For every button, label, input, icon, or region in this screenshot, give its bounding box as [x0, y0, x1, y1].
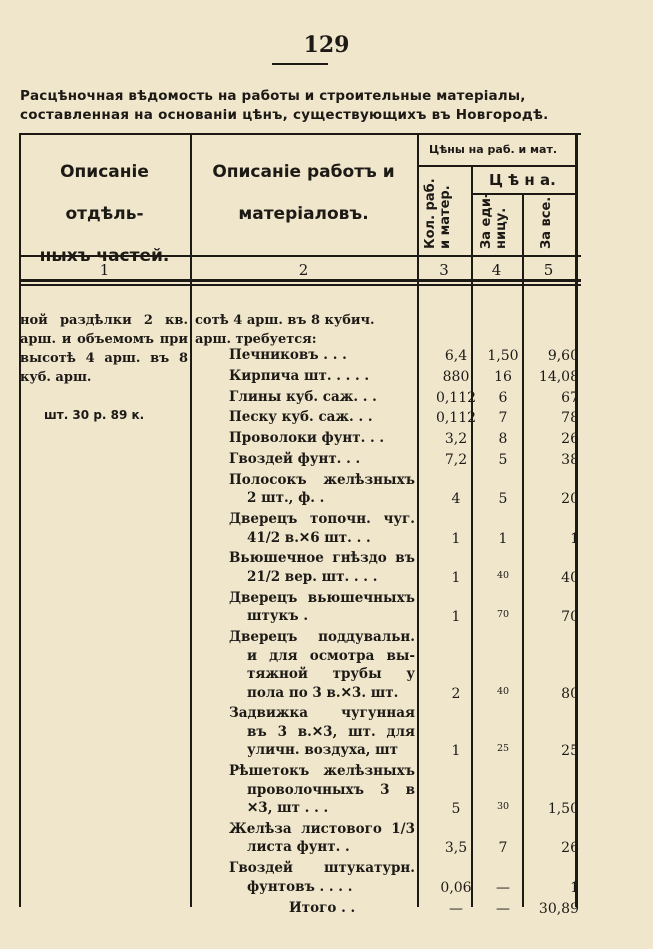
row-total-price: 40 [561, 569, 579, 586]
page-number-rule [272, 63, 328, 65]
row-description-line: уличн. воздуха, шт [247, 742, 399, 759]
total-header-line: За все. [539, 196, 554, 249]
row-description-line: въ 3 в.✕3, шт. для [247, 723, 415, 740]
row-unit-price: 30 [496, 801, 510, 813]
row-quantity: 3,5 [444, 840, 468, 857]
qty-header-line-1: Кол. раб. [423, 178, 438, 249]
row-description-line: Дверецъ топочн. чуг. [229, 511, 415, 528]
row-description [229, 859, 415, 896]
row-quantity: 880 [442, 368, 470, 385]
row-unit-price: 70 [496, 609, 510, 621]
row-quantity: 7,2 [444, 452, 468, 468]
row-description-line: проволочныхъ 3 в [247, 781, 415, 798]
row-description [229, 429, 415, 448]
row-quantity: 4 [451, 491, 461, 508]
row-quantity: 2 [451, 685, 461, 702]
row-unit-price: 1 [498, 530, 508, 547]
row-total-price: 38 [561, 452, 579, 468]
col-number-2: 2 [298, 261, 309, 279]
col1-header [19, 151, 190, 277]
row-unit-price: 25 [496, 743, 510, 755]
row-description [229, 704, 415, 760]
row-quantity: — [449, 900, 463, 917]
page-number: 129 [303, 32, 350, 58]
row-description-line: Гвоздей фунт. . . [229, 451, 361, 467]
col-number-3: 3 [439, 261, 449, 279]
row-description-line: и для осмотра вы- [247, 647, 415, 664]
caption-line-2: составленная на основаніи цѣнъ, существующихъ въ Новгородѣ. [20, 107, 549, 123]
col2-header-line-1: Описаніе работъ и [212, 162, 395, 182]
col-divider-4 [522, 193, 524, 907]
row-description-line: Кирпича шт. . . . . [229, 367, 370, 384]
row-description-line: фунтовъ . . . . [247, 878, 353, 895]
col2-header [190, 151, 417, 235]
row-total-price: 70 [561, 609, 579, 626]
price-table [19, 133, 581, 917]
row-description [229, 589, 415, 626]
row-total-price: 1 [570, 530, 579, 547]
row-quantity: 1 [451, 569, 461, 586]
col-divider-2 [417, 133, 419, 907]
col1-line-1: ной раздѣлки 2 кв. [20, 313, 188, 328]
row-total-price: 78 [561, 410, 579, 427]
row-description-line: Гвоздей штукатурн. [229, 860, 415, 877]
qty-header-line-2: и матер. [438, 185, 453, 249]
col2-header-line-2: матеріаловъ. [238, 204, 369, 224]
qty-header [423, 178, 453, 249]
col1-description [20, 311, 188, 422]
total-header [539, 197, 554, 249]
row-quantity: 0,06 [440, 879, 472, 896]
row-description [229, 820, 415, 857]
numbers-bottom-rule [19, 279, 581, 282]
row-total-price: 14,08 [538, 368, 579, 385]
row-quantity: 6,4 [444, 348, 468, 364]
row-total-price: 67 [561, 389, 579, 406]
row-quantity: 0,112 [435, 410, 477, 427]
table-right-rule [575, 133, 578, 907]
col-number-5: 5 [543, 261, 554, 279]
col1-cost: шт. 30 р. 89 к. [44, 408, 145, 422]
per-unit-header-line-1: За еди- [479, 192, 494, 249]
row-total-price: 30,89 [538, 900, 579, 917]
row-quantity: 0,112 [435, 389, 477, 406]
row-description-line: Глины куб. саж. . . [229, 388, 377, 405]
row-description-line: Итого . . [289, 899, 356, 916]
row-unit-price: 7 [498, 840, 508, 857]
per-unit-header [479, 193, 509, 249]
row-unit-price: 16 [494, 368, 512, 385]
col2-intro [195, 311, 410, 349]
row-description-line: тяжной трубы у [247, 666, 415, 682]
row-quantity: 5 [451, 801, 461, 818]
col-number-4: 4 [491, 261, 502, 279]
row-unit-price: — [496, 900, 510, 917]
col-divider-1 [190, 133, 192, 907]
row-description-line: 2 шт., ф. . [247, 490, 325, 507]
row-description-line: Желѣза листового 1/3 [229, 820, 415, 837]
col1-header-line-1: Описаніе отдѣль- [60, 162, 149, 224]
col1-line-4: куб. арш. [20, 370, 92, 385]
row-total-price: 25 [561, 743, 579, 760]
row-total-price: 26 [561, 840, 579, 857]
row-quantity: 1 [451, 609, 461, 626]
row-unit-price: 8 [498, 431, 508, 448]
row-description-line: Задвижка чугунная [229, 705, 415, 722]
row-description [229, 450, 415, 469]
row-description-line: Печниковъ . . . [229, 347, 347, 363]
row-unit-price: 40 [496, 685, 510, 697]
row-description [229, 408, 415, 427]
row-unit-price: 40 [496, 569, 510, 581]
row-unit-price: — [496, 879, 510, 896]
row-quantity: 1 [451, 530, 461, 547]
row-unit-price: 1,50 [487, 348, 519, 364]
table-top-rule [19, 133, 581, 135]
row-description [229, 628, 415, 702]
row-unit-price: 5 [498, 491, 508, 508]
prices-group-rule [417, 165, 575, 167]
row-total-price: 26 [561, 431, 579, 448]
row-description [229, 899, 415, 918]
row-description-line: ✕3, шт . . . [247, 800, 329, 817]
row-quantity: 1 [451, 743, 461, 760]
row-description-line: пола по 3 в.✕3. шт. [247, 684, 399, 701]
col2-intro-line-2: арш. требуется: [195, 332, 317, 347]
row-description [229, 367, 415, 386]
col-number-1: 1 [99, 261, 110, 279]
row-total-price: 9,60 [547, 348, 579, 364]
row-description-line: Вьюшечное гнѣздо въ [229, 550, 415, 567]
row-description-line: Рѣшетокъ желѣзныхъ [229, 763, 415, 780]
row-unit-price: 5 [498, 452, 508, 468]
row-total-price: 20 [561, 491, 579, 508]
col1-header-line-2: ныхъ частей. [39, 246, 170, 266]
row-description [229, 346, 415, 365]
row-description-line: Песку куб. саж. . . [229, 409, 373, 426]
col1-line-2: арш. и объемомъ при [20, 332, 188, 347]
row-description [229, 471, 415, 508]
numbers-bottom-rule-2 [19, 284, 581, 286]
price-group-header: Ц ѣ н а. [489, 171, 556, 189]
row-description [229, 510, 415, 547]
row-description-line: листа фунт. . [247, 839, 350, 856]
prices-group-header: Цѣны на раб. и мат. [429, 143, 558, 156]
row-description [229, 549, 415, 586]
row-unit-price: 7 [498, 410, 508, 427]
row-total-price: 1 [570, 879, 579, 896]
row-description-line: Проволоки фунт. . . [229, 430, 385, 447]
row-description-line: Полосокъ желѣзныхъ [229, 471, 415, 488]
row-description-line: штукъ . [247, 608, 309, 625]
row-description-line: Дверецъ вьюшечныхъ [229, 589, 415, 606]
row-unit-price: 6 [498, 389, 508, 406]
row-total-price: 80 [561, 685, 579, 702]
row-description [229, 762, 415, 818]
row-total-price: 1,50 [547, 801, 579, 818]
row-description [229, 388, 415, 407]
row-quantity: 3,2 [444, 431, 468, 448]
row-description-line: Дверецъ поддувальн. [229, 629, 415, 645]
caption-line-1: Расцѣночная вѣдомость на работы и строительные матеріалы, [20, 88, 526, 104]
per-unit-header-line-2: ницу. [494, 207, 509, 249]
row-description-line: 41/2 в.✕6 шт. . . [247, 529, 371, 546]
row-description-line: 21/2 вер. шт. . . . [247, 568, 378, 585]
col2-intro-line-1: сотѣ 4 арш. въ 8 кубич. [195, 313, 375, 328]
col1-line-3: высотѣ 4 арш. въ 8 [20, 351, 188, 366]
